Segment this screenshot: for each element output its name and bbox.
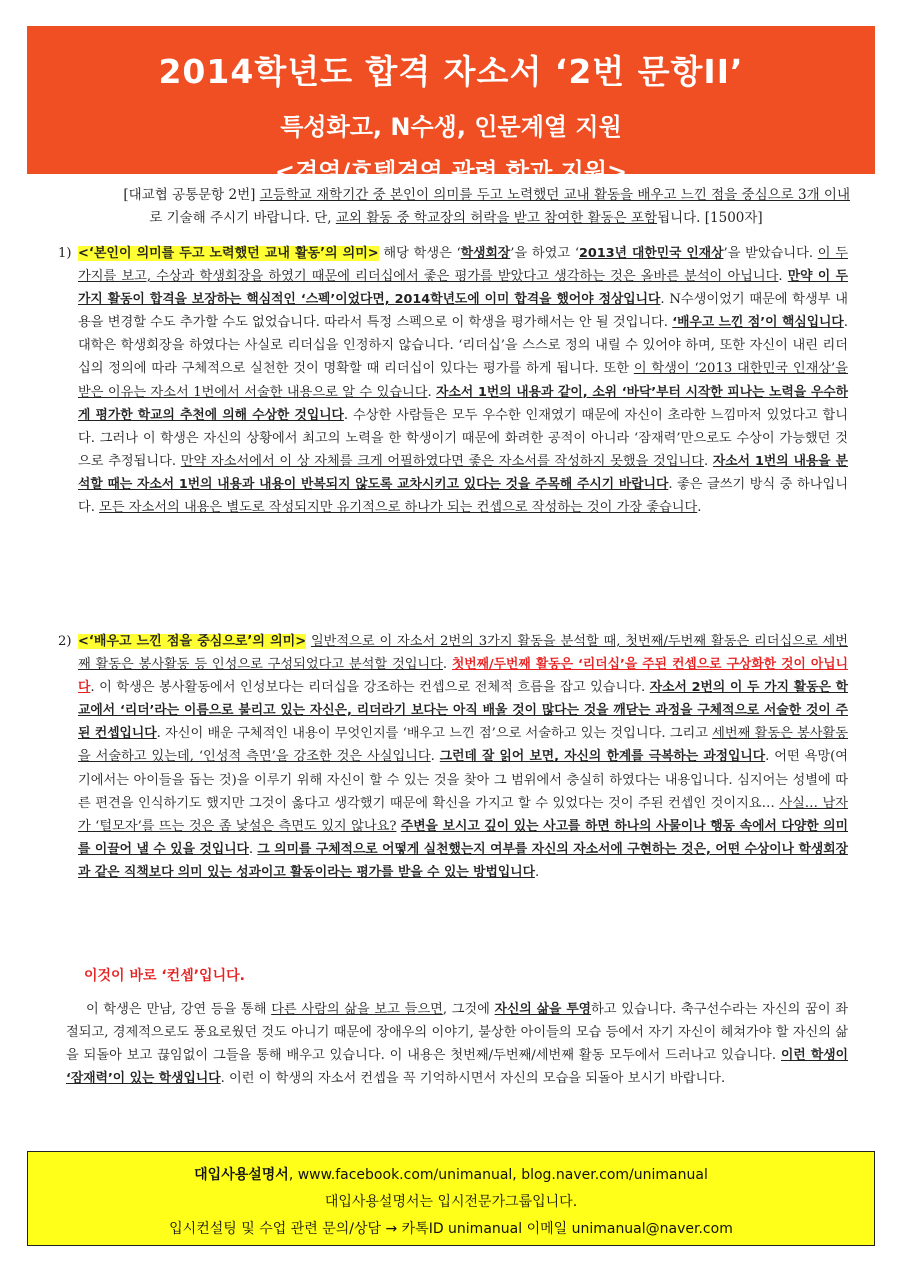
analysis-section-1 — [58, 242, 848, 519]
section-heading: <‘배우고 느낀 점을 중심으로’의 의미> — [78, 634, 307, 649]
section-paragraph: <‘본인이 의미를 두고 노력했던 교내 활동’의 의미> 해당 학생은 ‘학생회장’을 하였고 ‘2013년 대한민국 인재상’을 받았습니다. 이 두 가지를 보고, 수상과 학생회장을 하였기 때문에 리더십에서 좋은 평가를 받았다고 생각하는 것은 올바른 분석이 아닙니다. 만약 이 두 가지 활동이 합격을 보장하는 핵심적인 ‘스펙’이었다면, 2014학년도에 이미 합격을 했어야 정상입니다. N수생이었기 때문에 학생부 내용을 변경할 수도 추가할 수도 없었습니다. 따라서 특정 스펙으로 이 학생을 평가해서는 안 될 것입니다. ‘배우고 느낀 점’이 핵심입니다. 대학은 학생회장을 하였다는 사실로 리더십을 인정하지 않습니다. ‘리더십’을 스스로 정의 내릴 수 있어야 하며, 또한 자신이 내린 리더십의 정의에 따라 구체적으로 실천한 것이 명확할 때 리더십이 있다는 평가를 하게 됩니다. 또한 이 학생이 ‘2013 대한민국 인재상’을 받은 이유는 자소서 1번에서 서술한 내용으로 알 수 있습니다. 자소서 1번의 내용과 같이, 소위 ‘바닥’부터 시작한 피나는 노력을 우수하게 평가한 학교의 추천에 의해 수상한 것입니다. 수상한 사람들은 모두 우수한 인재였기 때문에 자신이 초라한 느낌마저 있었다고 합니다. 그러나 이 학생은 자신의 상황에서 최고의 노력을 한 학생이기 때문에 화려한 공적이 아니라 ‘잠재력’만으로도 수상이 가능했던 것으로 추정됩니다. 만약 자소서에서 이 상 자체를 크게 어필하였다면 좋은 자소서를 작성하지 못했을 것입니다. 자소서 1번의 내용을 분석할 때는 자소서 1번의 내용과 내용이 반복되지 않도록 교차시키고 있다는 것을 주목해 주시기 바랍니다. 좋은 글쓰기 방식 중 하나입니다. 모든 자소서의 내용은 별도로 작성되지만 유기적으로 하나가 되는 컨셉으로 작성하는 것이 가장 좋습니다. — [78, 246, 849, 516]
footer-contact: 입시컨설팅 및 수업 관련 문의/상담 → 카톡ID unimanual 이메일 unimanual@naver.com — [169, 1221, 733, 1237]
footer-line-1: 대입사용설명서, www.facebook.com/unimanual, blog.naver.com/unimanual — [194, 1167, 708, 1183]
section-number: 1) — [58, 246, 72, 261]
concept-callout: 이것이 바로 ‘컨셉’입니다. — [84, 968, 245, 984]
page-subtitle-department: <경영/호텔경영 관련 학과 지원> — [274, 158, 628, 186]
page-title: 2014학년도 합격 자소서 ‘2번 문항II’ — [158, 52, 744, 91]
section-heading: <‘본인이 의미를 두고 노력했던 교내 활동’의 의미> — [78, 246, 379, 261]
contact-footer — [27, 1151, 875, 1246]
question-prompt — [62, 184, 850, 230]
question-line-1: [대교협 공통문항 2번] 고등학교 재학기간 중 본인이 의미를 두고 노력했던 교내 활동을 배우고 느낀 점을 중심으로 3개 이내 — [123, 187, 850, 203]
closing-paragraph: 이 학생은 만남, 강연 등을 통해 다른 사람의 삶을 보고 들으면, 그것에 자신의 삶을 투영하고 있습니다. 축구선수라는 자신의 꿈이 좌절되고, 경제적으로도 풍요로웠던 것도 아니기 때문에 장애우의 이야기, 불상한 아이들의 모습 등에서 자기 자신이 헤쳐가야 할 자신의 삶을 되돌아 보고 끊임없이 그들을 통해 배우고 있습니다. 이 내용은 첫번째/두번째/세번째 활동 모두에서 드러나고 있습니다. 이런 학생이 ‘잠재력’이 있는 학생입니다. 이런 이 학생의 자소서 컨셉을 꼭 기억하시면서 자신의 모습을 되돌아 보시기 바랍니다. — [66, 1002, 848, 1087]
page-subtitle: 특성화고, N수생, 인문계열 지원 — [280, 113, 622, 141]
footer-line-2: 대입사용설명서는 입시전문가그룹입니다. — [324, 1194, 578, 1210]
question-line-2: 로 기술해 주시기 바랍니다. 단, 교외 활동 중 학교장의 허락을 받고 참여한 활동은 포함됩니다. [1500자] — [149, 210, 763, 226]
section-paragraph: <‘배우고 느낀 점을 중심으로’의 의미> 일반적으로 이 자소서 2번의 3가지 활동을 분석할 때, 첫번째/두번째 활동은 리더십으로 세번째 활동은 봉사활동 등 인성으로 구성되었다고 분석할 것입니다. 첫번째/두번째 활동은 ‘리더십’을 주된 컨셉으로 구상화한 것이 아닙니다. 이 학생은 봉사활동에서 인성보다는 리더십을 강조하는 컨셉으로 전체적 흐름을 잡고 있습니다. 자소서 2번의 이 두 가지 활동은 학교에서 ‘리더’라는 이름으로 불리고 있는 자신은, 리더라기 보다는 아직 배울 것이 많다는 것을 깨닫는 과정을 구체적으로 서술한 것이 주된 컨셉입니다. 자신이 배운 구체적인 내용이 무엇인지를 ‘배우고 느낀 점’으로 서술하고 있는 것입니다. 그리고 세번째 활동은 봉사활동을 서술하고 있는데, ‘인성적 측면’을 강조한 것은 사실입니다. 그런데 잘 읽어 보면, 자신의 한계를 극복하는 과정입니다. 어떤 욕망(여기에서는 아이들을 돕는 것)을 이루기 위해 자신이 할 수 있는 것을 찾아 그 범위에서 충실히 하였다는 내용입니다. 심지어는 성별에 따른 편견을 인식하기도 했지만 그것이 옳다고 생각했기 때문에 확신을 가지고 할 수 있었다는 것이 주된 컨셉인 것이지요… 사실… 남자가 ‘털모자’를 뜨는 것은 좀 낯설은 측면도 있지 않나요? 주변을 보시고 깊이 있는 사고를 하면 하나의 사물이나 행동 속에서 다양한 의미를 이끌어 낼 수 있을 것입니다. 그 의미를 구체적으로 어떻게 실천했는지 여부를 자신의 자소서에 구현하는 것은, 어떤 수상이나 학생회장과 같은 직책보다 의미 있는 성과이고 활동이라는 평가를 받을 수 있는 방법입니다. — [78, 634, 849, 880]
section-number: 2) — [58, 634, 72, 649]
footer-links: , www.facebook.com/unimanual, blog.naver.com/unimanual — [288, 1167, 708, 1183]
title-banner — [27, 26, 875, 186]
analysis-section-2 — [58, 630, 848, 884]
